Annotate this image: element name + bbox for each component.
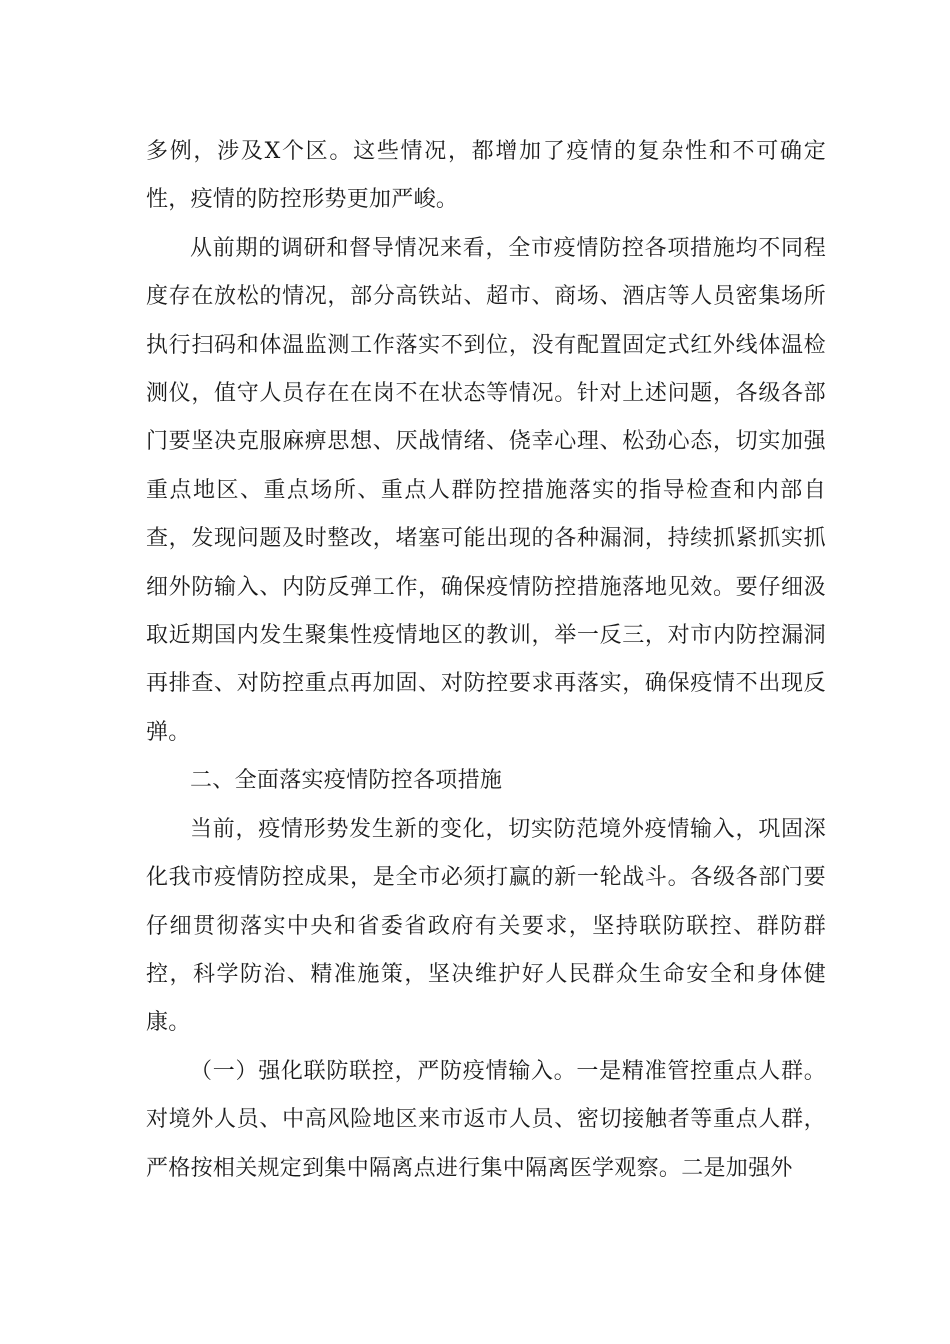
- paragraph-continuation: 多例，涉及X个区。这些情况，都增加了疫情的复杂性和不可确定性，疫情的防控形势更加严峻。: [146, 139, 826, 213]
- paragraph-current-situation: 当前，疫情形势发生新的变化，切实防范境外疫情输入，巩固深化我市疫情防控成果，是全市必须打赢的新一轮战斗。各级各部门要仔细贯彻落实中央和省委省政府有关要求，坚持联防联控、群防群控，科学防治、精准施策，坚决维护好人民群众生命安全和身体健康。: [146, 816, 826, 1036]
- paragraph-inspection-findings: 从前期的调研和督导情况来看，全市疫情防控各项措施均不同程度存在放松的情况，部分高铁站、超市、商场、酒店等人员密集场所执行扫码和体温监测工作落实不到位，没有配置固定式红外线体温检测仪，值守人员存在在岗不在状态等情况。针对上述问题，各级各部门要坚决克服麻痹思想、厌战情绪、侥幸心理、松劲心态，切实加强重点地区、重点场所、重点人群防控措施落实的指导检查和内部自查，发现问题及时整改，堵塞可能出现的各种漏洞，持续抓紧抓实抓细外防输入、内防反弹工作，确保疫情防控措施落地见效。要仔细汲取近期国内发生聚集性疫情地区的教训，举一反三，对市内防控漏洞再排查、对防控重点再加固、对防控要求再落实，确保疫情不出现反弹。: [146, 235, 826, 745]
- document-body: [146, 128, 826, 1193]
- paragraph-joint-prevention: （一）强化联防联控，严防疫情输入。一是精准管控重点人群。对境外人员、中高风险地区来市返市人员、密切接触者等重点人群，严格按相关规定到集中隔离点进行集中隔离医学观察。二是加强外: [146, 1058, 826, 1181]
- section-heading: 二、全面落实疫情防控各项措施: [190, 768, 503, 794]
